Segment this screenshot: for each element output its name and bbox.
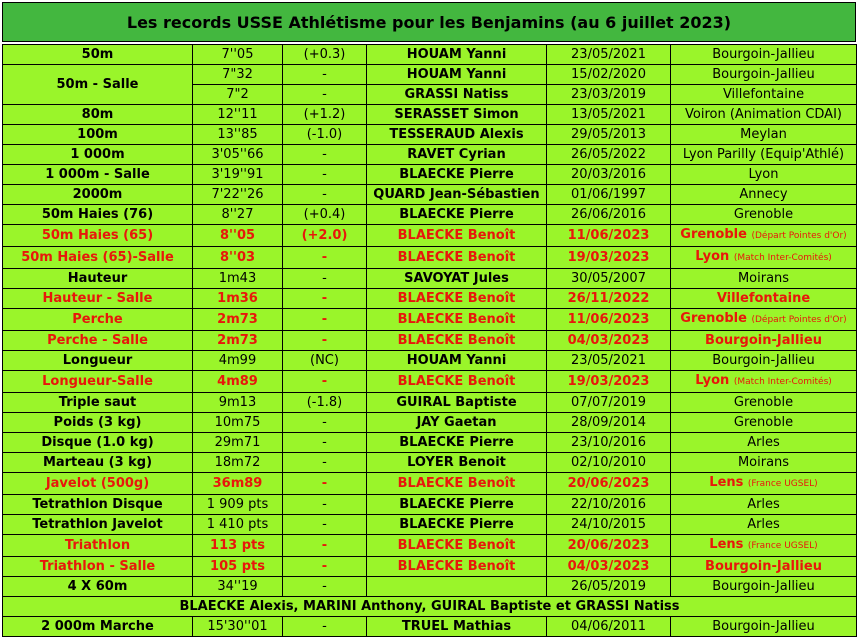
record-place-name: Lyon Parilly (Equip'Athlé) — [682, 147, 845, 162]
records-sheet — [2, 2, 858, 634]
record-wind: (-1.0) — [283, 125, 367, 145]
record-performance: 8''05 — [193, 225, 283, 247]
record-event: Longueur-Salle — [3, 371, 193, 393]
record-athlete: BLAECKE Pierre — [367, 495, 547, 515]
record-event: Hauteur — [3, 269, 193, 289]
record-place — [671, 185, 857, 205]
record-wind: - — [283, 617, 367, 637]
record-event: Triathlon - Salle — [3, 557, 193, 577]
record-event: 50m - Salle — [3, 65, 193, 105]
record-wind: - — [283, 557, 367, 577]
record-athlete: LOYER Benoit — [367, 453, 547, 473]
record-performance: 1m43 — [193, 269, 283, 289]
record-row — [3, 617, 857, 637]
record-date: 04/06/2011 — [547, 617, 671, 637]
record-event: Longueur — [3, 351, 193, 371]
record-event: Triathlon — [3, 535, 193, 557]
record-event: 80m — [3, 105, 193, 125]
record-date: 11/06/2023 — [547, 309, 671, 331]
record-wind: - — [283, 145, 367, 165]
record-place — [671, 165, 857, 185]
record-event: 50m Haies (65)-Salle — [3, 247, 193, 269]
record-place-name: Moirans — [737, 455, 790, 470]
record-wind: - — [283, 371, 367, 393]
record-place — [671, 289, 857, 309]
record-athlete: QUARD Jean-Sébastien — [367, 185, 547, 205]
record-wind: - — [283, 331, 367, 351]
record-row — [3, 145, 857, 165]
record-row — [3, 225, 857, 247]
record-place-note: (Match Inter-Comités) — [733, 253, 832, 263]
record-date: 26/06/2016 — [547, 205, 671, 225]
record-performance: 113 pts — [193, 535, 283, 557]
record-place-name: Bourgoin-Jallieu — [712, 579, 815, 594]
record-performance: 1 909 pts — [193, 495, 283, 515]
record-performance: 2m73 — [193, 309, 283, 331]
record-performance: 18m72 — [193, 453, 283, 473]
record-wind: - — [283, 453, 367, 473]
record-date: 13/05/2021 — [547, 105, 671, 125]
record-athlete: BLAECKE Benoît — [367, 331, 547, 351]
record-event: Marteau (3 kg) — [3, 453, 193, 473]
record-date: 29/05/2013 — [547, 125, 671, 145]
record-date: 04/03/2023 — [547, 331, 671, 351]
record-performance: 9m13 — [193, 393, 283, 413]
record-performance: 12''11 — [193, 105, 283, 125]
record-place-name: Bourgoin-Jallieu — [705, 559, 822, 574]
record-row — [3, 557, 857, 577]
record-place — [671, 535, 857, 557]
record-event: Perche — [3, 309, 193, 331]
record-athlete: TESSERAUD Alexis — [367, 125, 547, 145]
record-wind: - — [283, 515, 367, 535]
record-row — [3, 331, 857, 351]
record-date: 26/05/2022 — [547, 145, 671, 165]
record-event: Hauteur - Salle — [3, 289, 193, 309]
record-athlete: BLAECKE Benoît — [367, 289, 547, 309]
record-row — [3, 515, 857, 535]
record-wind: - — [283, 577, 367, 597]
record-athlete: BLAECKE Benoît — [367, 371, 547, 393]
record-place-name: Meylan — [740, 127, 787, 142]
record-place-name: Bourgoin-Jallieu — [712, 353, 815, 368]
record-event: 50m Haies (76) — [3, 205, 193, 225]
record-place-name: Arles — [747, 497, 780, 512]
record-row — [3, 105, 857, 125]
record-event: 100m — [3, 125, 193, 145]
record-date: 28/09/2014 — [547, 413, 671, 433]
sheet-title: Les records USSE Athlétisme pour les Benjamins (au 6 juillet 2023) — [2, 2, 856, 42]
record-date: 20/03/2016 — [547, 165, 671, 185]
record-row — [3, 453, 857, 473]
record-performance: 4m99 — [193, 351, 283, 371]
record-place — [671, 393, 857, 413]
record-performance: 4m89 — [193, 371, 283, 393]
record-athlete: BLAECKE Benoît — [367, 535, 547, 557]
record-performance: 7'22''26 — [193, 185, 283, 205]
relay-team-members: BLAECKE Alexis, MARINI Anthony, GUIRAL Baptiste et GRASSI Natiss — [3, 597, 857, 617]
record-wind: (+0.3) — [283, 45, 367, 65]
record-row — [3, 165, 857, 185]
record-row — [3, 269, 857, 289]
record-event: 1 000m — [3, 145, 193, 165]
record-place-name: Lyon — [695, 373, 730, 388]
record-performance: 13''85 — [193, 125, 283, 145]
record-wind: - — [283, 473, 367, 495]
record-athlete: GUIRAL Baptiste — [367, 393, 547, 413]
record-performance: 29m71 — [193, 433, 283, 453]
record-place — [671, 331, 857, 351]
record-place-name: Grenoble — [733, 395, 794, 410]
record-place-name: Voiron (Animation CDAI) — [685, 107, 842, 122]
record-athlete: SAVOYAT Jules — [367, 269, 547, 289]
record-date: 26/05/2019 — [547, 577, 671, 597]
record-place-note: (Match Inter-Comités) — [733, 377, 832, 387]
record-athlete: BLAECKE Pierre — [367, 205, 547, 225]
record-athlete: HOUAM Yanni — [367, 351, 547, 371]
record-event: 2 000m Marche — [3, 617, 193, 637]
record-performance: 105 pts — [193, 557, 283, 577]
record-wind: - — [283, 309, 367, 331]
record-date: 20/06/2023 — [547, 535, 671, 557]
record-performance: 3'19''91 — [193, 165, 283, 185]
records-table-body — [3, 45, 857, 637]
record-row — [3, 495, 857, 515]
record-row — [3, 309, 857, 331]
record-date: 07/07/2019 — [547, 393, 671, 413]
record-place-name: Arles — [747, 435, 780, 450]
record-wind: - — [283, 65, 367, 85]
record-event: Tetrathlon Disque — [3, 495, 193, 515]
record-wind: (+1.2) — [283, 105, 367, 125]
record-place — [671, 145, 857, 165]
record-wind: (NC) — [283, 351, 367, 371]
record-row — [3, 125, 857, 145]
record-row — [3, 45, 857, 65]
record-performance: 2m73 — [193, 331, 283, 351]
record-place — [671, 105, 857, 125]
record-event: Poids (3 kg) — [3, 413, 193, 433]
record-event: 4 X 60m — [3, 577, 193, 597]
record-athlete — [367, 577, 547, 597]
record-place — [671, 515, 857, 535]
record-athlete: TRUEL Mathias — [367, 617, 547, 637]
record-athlete: SERASSET Simon — [367, 105, 547, 125]
record-row — [3, 535, 857, 557]
record-performance: 8''03 — [193, 247, 283, 269]
record-athlete: BLAECKE Benoît — [367, 309, 547, 331]
record-place — [671, 65, 857, 85]
record-athlete: HOUAM Yanni — [367, 65, 547, 85]
record-place-name: Moirans — [737, 271, 790, 286]
record-place — [671, 309, 857, 331]
record-place-name: Bourgoin-Jallieu — [712, 47, 815, 62]
record-place-note: (France UGSEL) — [747, 541, 818, 551]
record-place-name: Lyon — [695, 249, 730, 264]
record-place-name: Lens — [709, 475, 744, 490]
record-athlete: GRASSI Natiss — [367, 85, 547, 105]
record-row — [3, 351, 857, 371]
record-performance: 34''19 — [193, 577, 283, 597]
record-place — [671, 351, 857, 371]
record-place-note: (Départ Pointes d'Or) — [751, 231, 847, 241]
record-event: 1 000m - Salle — [3, 165, 193, 185]
record-place — [671, 371, 857, 393]
record-event: 50m Haies (65) — [3, 225, 193, 247]
record-date: 30/05/2007 — [547, 269, 671, 289]
record-place — [671, 577, 857, 597]
record-place-name: Grenoble — [733, 415, 794, 430]
record-wind: (+0.4) — [283, 205, 367, 225]
record-place — [671, 557, 857, 577]
record-place-note: (Départ Pointes d'Or) — [751, 315, 847, 325]
record-place-name: Grenoble — [733, 207, 794, 222]
record-performance: 10m75 — [193, 413, 283, 433]
record-athlete: BLAECKE Benoît — [367, 225, 547, 247]
record-place-note: (France UGSEL) — [747, 479, 818, 489]
record-wind: - — [283, 269, 367, 289]
record-row — [3, 473, 857, 495]
record-performance: 1m36 — [193, 289, 283, 309]
record-event: Javelot (500g) — [3, 473, 193, 495]
record-place-name: Bourgoin-Jallieu — [705, 333, 822, 348]
record-wind: (-1.8) — [283, 393, 367, 413]
record-date: 01/06/1997 — [547, 185, 671, 205]
record-event: Triple saut — [3, 393, 193, 413]
record-athlete: BLAECKE Benoît — [367, 247, 547, 269]
record-performance: 36m89 — [193, 473, 283, 495]
record-date: 23/10/2016 — [547, 433, 671, 453]
record-date: 19/03/2023 — [547, 371, 671, 393]
record-place-name: Villefontaine — [722, 87, 805, 102]
record-place — [671, 125, 857, 145]
record-place — [671, 413, 857, 433]
record-place — [671, 247, 857, 269]
record-place — [671, 433, 857, 453]
record-date: 02/10/2010 — [547, 453, 671, 473]
record-athlete: BLAECKE Pierre — [367, 515, 547, 535]
record-place-name: Grenoble — [680, 227, 747, 242]
record-place — [671, 205, 857, 225]
record-place — [671, 225, 857, 247]
record-athlete: BLAECKE Pierre — [367, 165, 547, 185]
record-date: 23/05/2021 — [547, 45, 671, 65]
record-row — [3, 65, 857, 85]
record-event: 2000m — [3, 185, 193, 205]
record-wind: - — [283, 185, 367, 205]
record-place — [671, 495, 857, 515]
record-athlete: BLAECKE Benoît — [367, 557, 547, 577]
record-athlete: RAVET Cyrian — [367, 145, 547, 165]
record-wind: - — [283, 413, 367, 433]
record-wind: (+2.0) — [283, 225, 367, 247]
record-performance: 7"32 — [193, 65, 283, 85]
record-date: 22/10/2016 — [547, 495, 671, 515]
record-place-name: Bourgoin-Jallieu — [712, 67, 815, 82]
record-performance: 7"2 — [193, 85, 283, 105]
record-athlete: HOUAM Yanni — [367, 45, 547, 65]
record-performance: 8''27 — [193, 205, 283, 225]
record-date: 20/06/2023 — [547, 473, 671, 495]
record-place — [671, 473, 857, 495]
record-place — [671, 45, 857, 65]
record-date: 19/03/2023 — [547, 247, 671, 269]
record-wind: - — [283, 165, 367, 185]
record-event: Tetrathlon Javelot — [3, 515, 193, 535]
record-athlete: BLAECKE Benoît — [367, 473, 547, 495]
record-wind: - — [283, 535, 367, 557]
record-event: Disque (1.0 kg) — [3, 433, 193, 453]
record-athlete: JAY Gaetan — [367, 413, 547, 433]
record-row — [3, 577, 857, 597]
record-place — [671, 453, 857, 473]
record-place — [671, 269, 857, 289]
record-place-name: Arles — [747, 517, 780, 532]
record-date: 24/10/2015 — [547, 515, 671, 535]
record-athlete: BLAECKE Pierre — [367, 433, 547, 453]
record-place: Bourgoin-Jallieu — [671, 617, 857, 637]
record-place-name: Lens — [709, 537, 744, 552]
record-wind: - — [283, 495, 367, 515]
record-date: 11/06/2023 — [547, 225, 671, 247]
record-date: 04/03/2023 — [547, 557, 671, 577]
record-place-name: Annecy — [739, 187, 788, 202]
record-performance: 15'30''01 — [193, 617, 283, 637]
record-row — [3, 205, 857, 225]
record-wind: - — [283, 85, 367, 105]
relay-team-row — [3, 597, 857, 617]
record-place — [671, 85, 857, 105]
record-row — [3, 185, 857, 205]
record-row — [3, 413, 857, 433]
record-date: 23/05/2021 — [547, 351, 671, 371]
record-place-name: Villefontaine — [716, 291, 811, 306]
record-performance: 3'05''66 — [193, 145, 283, 165]
records-table — [2, 44, 857, 637]
record-row — [3, 371, 857, 393]
record-place-name: Grenoble — [680, 311, 747, 326]
record-wind: - — [283, 289, 367, 309]
record-date: 23/03/2019 — [547, 85, 671, 105]
record-performance: 1 410 pts — [193, 515, 283, 535]
record-place-name: Lyon — [748, 167, 779, 182]
record-date: 15/02/2020 — [547, 65, 671, 85]
record-date: 26/11/2022 — [547, 289, 671, 309]
record-event: 50m — [3, 45, 193, 65]
record-row — [3, 433, 857, 453]
record-wind: - — [283, 247, 367, 269]
record-performance: 7''05 — [193, 45, 283, 65]
record-row — [3, 393, 857, 413]
record-row — [3, 247, 857, 269]
record-row — [3, 289, 857, 309]
record-event: Perche - Salle — [3, 331, 193, 351]
record-wind: - — [283, 433, 367, 453]
